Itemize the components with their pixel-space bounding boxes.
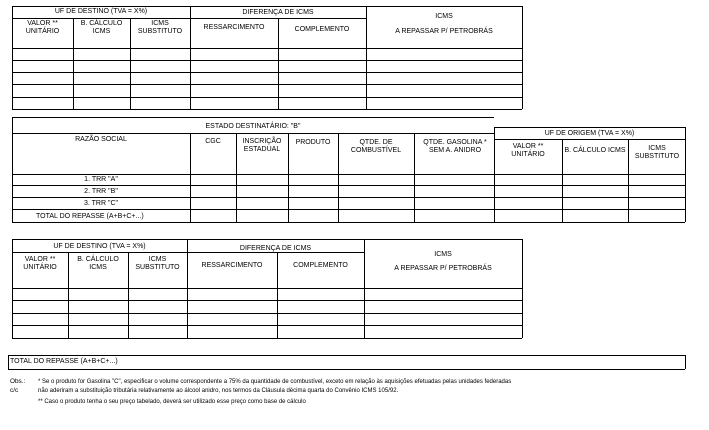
diferenca-icms-header: DIFERENÇA DE ICMS <box>239 245 312 252</box>
base-calculo-header: B. CÁLCULO ICMS <box>564 147 626 154</box>
base-calculo-header: B. CÁLCULO ICMS <box>80 20 123 35</box>
estado-destinatario-header: ESTADO DESTINATÁRIO: "B" <box>205 123 301 130</box>
note-line-1: * Se o produto for Gasolina "C", especificar o volume correspondente a 75% da quantidade de combustível, exceto em relação às aquisições efetuadas pelas unidades federadas <box>38 379 512 385</box>
icms-header: ICMS <box>434 251 452 258</box>
icms-header: ICMS <box>435 13 453 20</box>
valor-unitario-header: VALOR ** UNITÁRIO <box>511 143 545 158</box>
razao-social-header: RAZÃO SOCIAL <box>75 136 127 143</box>
repassar-header: A REPASSAR P/ PETROBRÁS <box>395 28 493 35</box>
base-calculo-header: B. CÁLCULO ICMS <box>77 256 119 271</box>
inscricao-estadual-header: INSCRIÇÃO ESTADUAL <box>242 138 282 153</box>
row-label-trr-a: 1. TRR "A" <box>84 176 118 183</box>
complemento-header: COMPLEMENTO <box>293 262 348 269</box>
qtde-gasolina-header: QTDE. GASOLINA * SEM A. ANIDRO <box>423 139 487 154</box>
diferenca-icms-header: DIFERENÇA DE ICMS <box>242 9 314 16</box>
icms-substituto-header: ICMS SUBSTITUTO <box>634 145 680 160</box>
notes-label: Obs.: <box>10 378 26 385</box>
valor-unitario-header: VALOR ** UNITÁRIO <box>25 20 60 35</box>
total-repasse-label: TOTAL DO REPASSE (A+B+C+...) <box>10 358 118 365</box>
ressarcimento-header: RESSARCIMENTO <box>203 24 265 31</box>
complemento-header: COMPLEMENTO <box>294 26 350 33</box>
ressarcimento-header: RESSARCIMENTO <box>201 262 263 269</box>
produto-header: PRODUTO <box>295 139 331 146</box>
cgc-header: CGC <box>205 138 221 145</box>
uf-origem-header: UF DE ORIGEM (TVA = X%) <box>544 130 635 137</box>
qtde-combustivel-header: QTDE. DE COMBUSTÍVEL <box>350 139 402 154</box>
icms-substituto-header: ICMS SUBSTITUTO <box>137 20 183 35</box>
uf-destino-header: UF DE DESTINO (TVA = X%) <box>54 8 148 15</box>
row-label-trr-c: 3. TRR "C" <box>83 200 118 207</box>
icms-substituto-header: ICMS SUBSTITUTO <box>135 256 180 271</box>
note-line-2: não aderiram a substituição tributária relativamente ao álcool anidro, nos termos da Cláusula décima quarta do Convênio ICMS 105/92. <box>38 388 399 394</box>
row-label-trr-b: 2. TRR "B" <box>84 188 118 195</box>
valor-unitario-header: VALOR ** UNITÁRIO <box>23 256 57 271</box>
note-line-3: ** Caso o produto tenha o seu preço tabelado, deverá ser utilizado esse preço como base de cálculo <box>38 399 306 405</box>
notes-label-2: c/c <box>10 387 19 394</box>
total-repasse-row: TOTAL DO REPASSE (A+B+C+...) <box>36 213 144 220</box>
uf-destino-header: UF DE DESTINO (TVA = X%) <box>53 243 146 250</box>
repassar-header: A REPASSAR P/ PETROBRÁS <box>394 265 492 272</box>
